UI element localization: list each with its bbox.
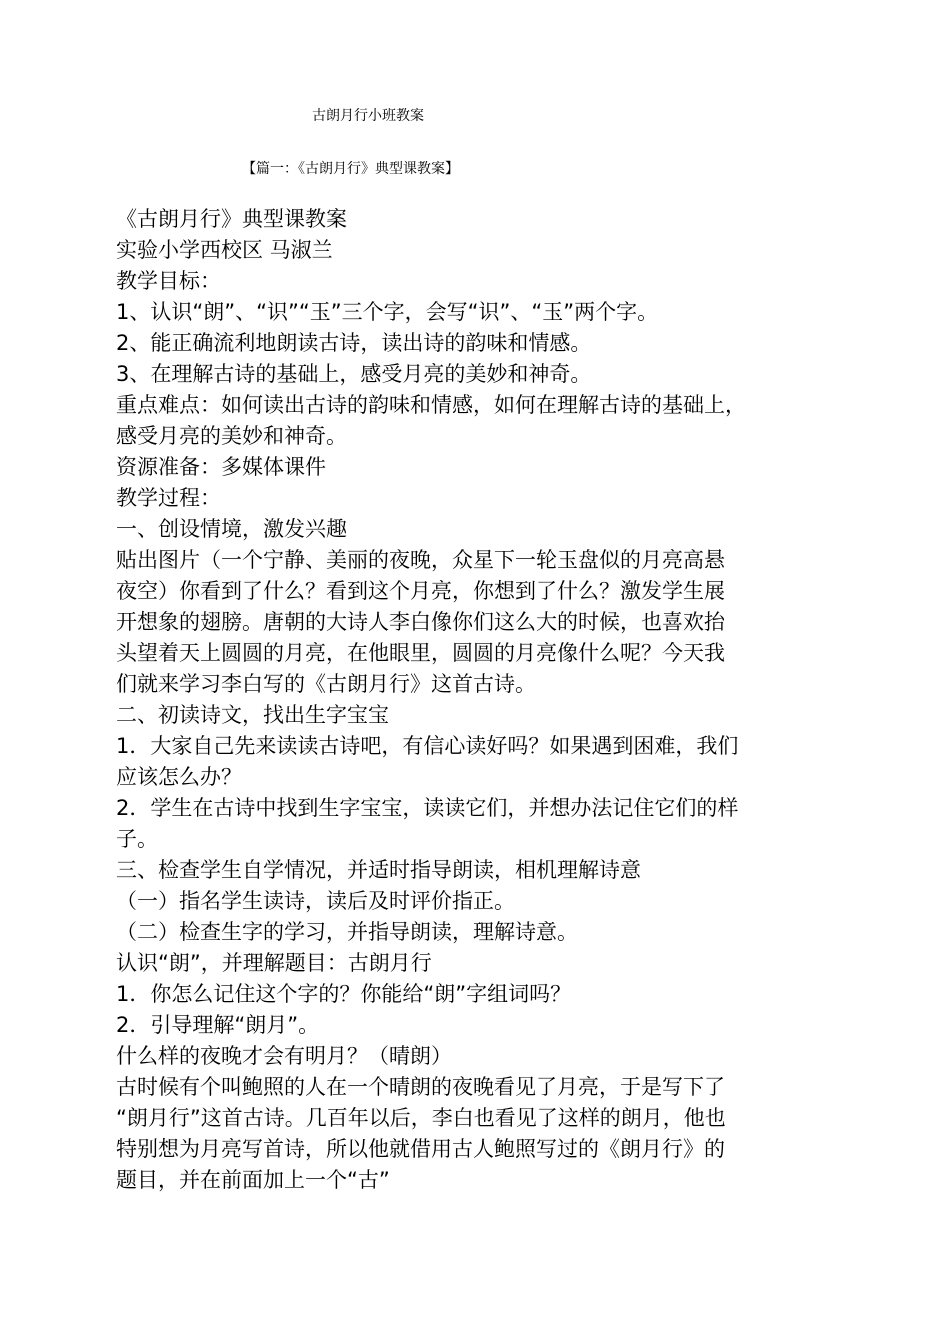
paragraph-line: 2．学生在古诗中找到生字宝宝，读读它们，并想办法记住它们的样 [116,796,739,820]
paragraph-line: 夜空）你看到了什么？看到这个月亮，你想到了什么？激发学生展 [116,579,725,603]
paragraph-line: “朗月行”这首古诗。几百年以后，李白也看见了这样的朗月，他也 [116,1106,726,1130]
paragraph-line: 认识“朗”，并理解题目：古朗月行 [116,951,432,975]
paragraph-line: 应该怎么办？ [116,765,242,789]
paragraph-line: （一）指名学生读诗，读后及时评价指正。 [116,889,515,913]
paragraph-line: （二）检查生字的学习，并指导朗读，理解诗意。 [116,920,578,944]
step-heading-1: 一、创设情境，激发兴趣 [116,517,347,541]
paragraph-line: 题目，并在前面加上一个“古” [116,1168,390,1192]
goal-item-3: 3、在理解古诗的基础上，感受月亮的美妙和神奇。 [116,362,592,386]
paragraph-line: 贴出图片（一个宁静、美丽的夜晚，众星下一轮玉盘似的月亮高悬 [116,548,725,572]
goal-item-2: 2、能正确流利地朗读古诗，读出诗的韵味和情感。 [116,331,592,355]
paragraph-line: 1．你怎么记住这个字的？你能给“朗”字组词吗？ [116,982,572,1006]
paragraph-line: 1．大家自己先来读读古诗吧，有信心读好吗？如果遇到困难，我们 [116,734,739,758]
key-points-line-2: 感受月亮的美妙和神奇。 [116,424,347,448]
paragraph-line: 特别想为月亮写首诗，所以他就借用古人鲍照写过的《朗月行》的 [116,1137,725,1161]
step-heading-2: 二、初读诗文，找出生字宝宝 [116,703,389,727]
key-points-line-1: 重点难点：如何读出古诗的韵味和情感，如何在理解古诗的基础上， [116,393,746,417]
paragraph-line: 们就来学习李白写的《古朗月行》这首古诗。 [116,672,536,696]
paragraph-line: 古时候有个叫鲍照的人在一个晴朗的夜晚看见了月亮，于是写下了 [116,1075,725,1099]
paragraph-line: 子。 [116,827,158,851]
document-body [116,204,836,1196]
section-heading-process: 教学过程： [116,486,221,510]
lesson-plan-title: 《古朗月行》典型课教案 [116,207,347,231]
paragraph-line: 2．引导理解“朗月”。 [116,1013,320,1037]
paragraph-line: 头望着天上圆圆的月亮，在他眼里，圆圆的月亮像什么呢？今天我 [116,641,725,665]
document-subtitle: 【篇一：《古朗月行》典型课教案】 [242,161,459,177]
step-heading-3: 三、检查学生自学情况，并适时指导朗读，相机理解诗意 [116,858,641,882]
resources-line: 资源准备：多媒体课件 [116,455,326,479]
paragraph-line: 开想象的翅膀。唐朝的大诗人李白像你们这么大的时候，也喜欢抬 [116,610,725,634]
author-line: 实验小学西校区 马淑兰 [116,238,333,262]
document-title: 古朗月行小班教案 [312,108,424,124]
section-heading-goals: 教学目标： [116,269,221,293]
paragraph-line: 什么样的夜晚才会有明月？（晴朗） [116,1044,452,1068]
goal-item-1: 1、认识“朗”、“识”“玉”三个字，会写“识”、“玉”两个字。 [116,300,659,324]
